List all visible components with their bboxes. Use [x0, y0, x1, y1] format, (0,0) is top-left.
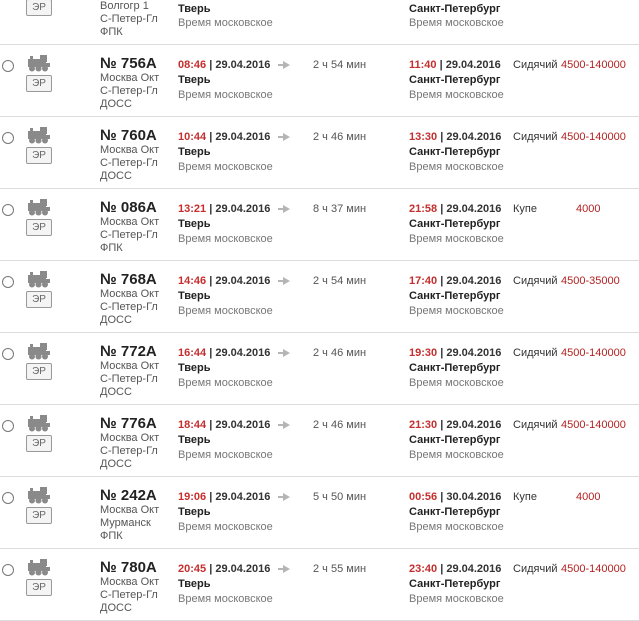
train-number[interactable]: № 086А: [100, 199, 157, 216]
select-train-radio[interactable]: [2, 348, 14, 360]
er-badge: ЭР: [26, 291, 52, 308]
train-number[interactable]: № 780А: [100, 559, 157, 576]
arrival-timezone: Время московское: [409, 17, 504, 29]
arrival-city: Санкт-Петербург: [409, 218, 501, 230]
departure-datetime: [178, 275, 270, 287]
select-train-radio[interactable]: [2, 492, 14, 504]
departure-city: Тверь: [178, 218, 211, 230]
er-badge: ЭР: [26, 0, 52, 16]
train-type-icons: [26, 342, 52, 380]
price-range[interactable]: 4500-140000: [561, 563, 626, 575]
departure-city: Тверь: [178, 3, 211, 15]
travel-duration: 2 ч 54 мин: [313, 59, 367, 71]
departure-city: Тверь: [178, 146, 211, 158]
train-route-line: Москва Окт: [100, 288, 160, 300]
train-row-partial: [0, 0, 639, 45]
arrival-datetime: [409, 563, 501, 575]
train-type-icons: [26, 558, 52, 596]
departure-datetime: [178, 59, 270, 71]
arrow-right-icon: [283, 421, 290, 429]
train-row[interactable]: [0, 404, 639, 477]
price-range[interactable]: 4000: [576, 203, 601, 215]
departure-timezone: Время московское: [178, 449, 273, 461]
departure-datetime: [178, 203, 270, 215]
train-operator: ДОСС: [100, 602, 132, 614]
arrival-time: 23:40: [409, 563, 438, 575]
train-operator: ДОСС: [100, 458, 132, 470]
departure-date: | 29.04.2016: [206, 419, 271, 431]
price-range[interactable]: 4500-140000: [561, 347, 626, 359]
arrival-date: | 29.04.2016: [437, 563, 502, 575]
car-class: Купе: [513, 491, 537, 503]
train-route-line: Волгогр 1: [100, 0, 149, 12]
departure-date: | 29.04.2016: [206, 131, 271, 143]
locomotive-icon: [26, 342, 52, 360]
train-type-icons: [26, 414, 52, 452]
train-route-line: С-Петер-Гл: [100, 445, 158, 457]
locomotive-icon: [26, 414, 52, 432]
locomotive-icon: [26, 54, 52, 72]
train-number[interactable]: № 756А: [100, 55, 157, 72]
train-operator: ФПК: [100, 26, 123, 38]
departure-timezone: Время московское: [178, 377, 273, 389]
er-badge: ЭР: [26, 147, 52, 164]
arrival-timezone: Время московское: [409, 89, 504, 101]
train-row[interactable]: [0, 548, 639, 621]
travel-duration: 2 ч 55 мин: [313, 563, 367, 575]
arrival-date: | 29.04.2016: [437, 419, 502, 431]
arrow-right-icon: [283, 493, 290, 501]
locomotive-icon: [26, 270, 52, 288]
train-number[interactable]: № 768А: [100, 271, 157, 288]
departure-time: 16:44: [178, 347, 207, 359]
train-operator: ДОСС: [100, 170, 132, 182]
train-row[interactable]: [0, 260, 639, 333]
arrow-right-icon: [283, 349, 290, 357]
locomotive-icon: [26, 558, 52, 576]
train-route-line: С-Петер-Гл: [100, 229, 158, 241]
departure-city: Тверь: [178, 74, 211, 86]
departure-date: | 29.04.2016: [206, 563, 271, 575]
arrival-datetime: [409, 131, 501, 143]
departure-date: | 29.04.2016: [206, 275, 271, 287]
select-train-radio[interactable]: [2, 132, 14, 144]
train-operator: ДОСС: [100, 314, 132, 326]
arrival-date: | 29.04.2016: [437, 347, 502, 359]
select-train-radio[interactable]: [2, 60, 14, 72]
travel-duration: 2 ч 46 мин: [313, 347, 367, 359]
arrival-datetime: [409, 203, 501, 215]
departure-city: Тверь: [178, 578, 211, 590]
arrival-date: | 29.04.2016: [437, 275, 502, 287]
arrival-timezone: Время московское: [409, 521, 504, 533]
price-range[interactable]: 4500-140000: [561, 59, 626, 71]
departure-datetime: [178, 347, 270, 359]
arrival-time: 11:40: [409, 59, 437, 71]
train-route-line: Москва Окт: [100, 216, 160, 228]
departure-timezone: Время московское: [178, 593, 273, 605]
train-row[interactable]: [0, 44, 639, 117]
train-number[interactable]: № 776А: [100, 415, 157, 432]
arrow-right-icon: [283, 277, 290, 285]
arrival-city: Санкт-Петербург: [409, 146, 501, 158]
select-train-radio[interactable]: [2, 204, 14, 216]
arrow-right-icon: [283, 133, 290, 141]
train-route-line: Мурманск: [100, 517, 151, 529]
train-route-line: С-Петер-Гл: [100, 157, 158, 169]
train-row[interactable]: [0, 116, 639, 189]
train-route-line: Москва Окт: [100, 504, 160, 516]
arrow-right-icon: [283, 565, 290, 573]
price-range[interactable]: 4000: [576, 491, 601, 503]
train-row[interactable]: [0, 332, 639, 405]
train-operator: ДОСС: [100, 386, 132, 398]
arrival-city: Санкт-Петербург: [409, 506, 501, 518]
car-class: Сидячий: [513, 131, 558, 143]
arrival-timezone: Время московское: [409, 377, 504, 389]
departure-datetime: [178, 419, 270, 431]
price-range[interactable]: 4500-140000: [561, 419, 626, 431]
arrival-timezone: Время московское: [409, 449, 504, 461]
departure-datetime: [178, 563, 270, 575]
departure-city: Тверь: [178, 362, 211, 374]
arrival-time: 13:30: [409, 131, 438, 143]
train-type-icons: [26, 270, 52, 308]
departure-city: Тверь: [178, 434, 211, 446]
er-badge: ЭР: [26, 75, 52, 92]
arrival-datetime: [409, 59, 501, 71]
departure-time: 14:46: [178, 275, 207, 287]
departure-timezone: Время московское: [178, 305, 273, 317]
car-class: Сидячий: [513, 563, 558, 575]
price-range[interactable]: 4500-140000: [561, 131, 626, 143]
arrival-city: Санкт-Петербург: [409, 3, 501, 15]
train-row[interactable]: [0, 476, 639, 549]
departure-timezone: Время московское: [178, 89, 273, 101]
select-train-radio[interactable]: [2, 420, 14, 432]
arrival-city: Санкт-Петербург: [409, 578, 501, 590]
travel-duration: 2 ч 46 мин: [313, 131, 367, 143]
train-route-line: Москва Окт: [100, 72, 160, 84]
departure-datetime: [178, 491, 270, 503]
arrival-datetime: [409, 275, 501, 287]
train-type-icons: [26, 486, 52, 524]
departure-datetime: [178, 131, 270, 143]
train-route-line: Москва Окт: [100, 144, 160, 156]
er-badge: ЭР: [26, 219, 52, 236]
arrival-time: 00:56: [409, 491, 438, 503]
car-class: Сидячий: [513, 275, 558, 287]
train-operator: ФПК: [100, 242, 123, 254]
locomotive-icon: [26, 486, 52, 504]
arrival-datetime: [409, 347, 501, 359]
train-operator: ФПК: [100, 530, 123, 542]
locomotive-icon: [26, 198, 52, 216]
departure-timezone: Время московское: [178, 521, 273, 533]
departure-date: | 29.04.2016: [206, 59, 271, 71]
departure-time: 20:45: [178, 563, 207, 575]
select-train-radio[interactable]: [2, 564, 14, 576]
arrival-city: Санкт-Петербург: [409, 74, 501, 86]
travel-duration: 2 ч 46 мин: [313, 419, 367, 431]
train-number[interactable]: № 772А: [100, 343, 157, 360]
train-route-line: Москва Окт: [100, 360, 160, 372]
arrival-datetime: [409, 419, 501, 431]
train-operator: ДОСС: [100, 98, 132, 110]
arrival-timezone: Время московское: [409, 305, 504, 317]
arrival-timezone: Время московское: [409, 593, 504, 605]
arrival-time: 21:58: [409, 203, 438, 215]
arrival-datetime: [409, 491, 501, 503]
arrival-date: | 29.04.2016: [437, 203, 502, 215]
select-train-radio[interactable]: [2, 276, 14, 288]
train-route-line: Москва Окт: [100, 576, 160, 588]
train-type-icons: [26, 198, 52, 236]
arrival-timezone: Время московское: [409, 233, 504, 245]
train-route-line: С-Петер-Гл: [100, 85, 158, 97]
departure-date: | 29.04.2016: [206, 491, 271, 503]
travel-duration: 5 ч 50 мин: [313, 491, 367, 503]
departure-timezone: Время московское: [178, 161, 273, 173]
arrival-city: Санкт-Петербург: [409, 434, 501, 446]
departure-timezone: Время московское: [178, 233, 273, 245]
er-badge: ЭР: [26, 579, 52, 596]
departure-city: Тверь: [178, 290, 211, 302]
train-number[interactable]: № 760А: [100, 127, 157, 144]
er-badge-wrap: [26, 0, 52, 16]
departure-timezone: Время московское: [178, 17, 273, 29]
departure-time: 08:46: [178, 59, 207, 71]
departure-city: Тверь: [178, 506, 211, 518]
arrival-time: 19:30: [409, 347, 438, 359]
arrival-city: Санкт-Петербург: [409, 290, 501, 302]
departure-time: 13:21: [178, 203, 207, 215]
train-route-line: С-Петер-Гл: [100, 373, 158, 385]
train-type-icons: [26, 54, 52, 92]
car-class: Сидячий: [513, 419, 558, 431]
train-number[interactable]: № 242А: [100, 487, 157, 504]
travel-duration: 8 ч 37 мин: [313, 203, 367, 215]
departure-date: | 29.04.2016: [206, 347, 271, 359]
departure-date: | 29.04.2016: [206, 203, 271, 215]
arrival-timezone: Время московское: [409, 161, 504, 173]
travel-duration: 2 ч 54 мин: [313, 275, 367, 287]
arrival-date: | 29.04.2016: [436, 59, 501, 71]
arrival-date: | 30.04.2016: [437, 491, 502, 503]
train-route-line: С-Петер-Гл: [100, 13, 158, 25]
arrow-right-icon: [283, 205, 290, 213]
departure-time: 10:44: [178, 131, 207, 143]
train-route-line: С-Петер-Гл: [100, 301, 158, 313]
departure-time: 18:44: [178, 419, 207, 431]
car-class: Купе: [513, 203, 537, 215]
arrival-city: Санкт-Петербург: [409, 362, 501, 374]
locomotive-icon: [26, 126, 52, 144]
er-badge: ЭР: [26, 363, 52, 380]
train-route-line: Москва Окт: [100, 432, 160, 444]
train-type-icons: [26, 126, 52, 164]
car-class: Сидячий: [513, 347, 558, 359]
arrow-right-icon: [283, 61, 290, 69]
arrival-time: 17:40: [409, 275, 438, 287]
departure-time: 19:06: [178, 491, 207, 503]
arrival-time: 21:30: [409, 419, 438, 431]
price-range[interactable]: 4500-35000: [561, 275, 620, 287]
train-row[interactable]: [0, 188, 639, 261]
car-class: Сидячий: [513, 59, 558, 71]
er-badge: ЭР: [26, 435, 52, 452]
arrival-date: | 29.04.2016: [437, 131, 502, 143]
train-route-line: С-Петер-Гл: [100, 589, 158, 601]
er-badge: ЭР: [26, 507, 52, 524]
